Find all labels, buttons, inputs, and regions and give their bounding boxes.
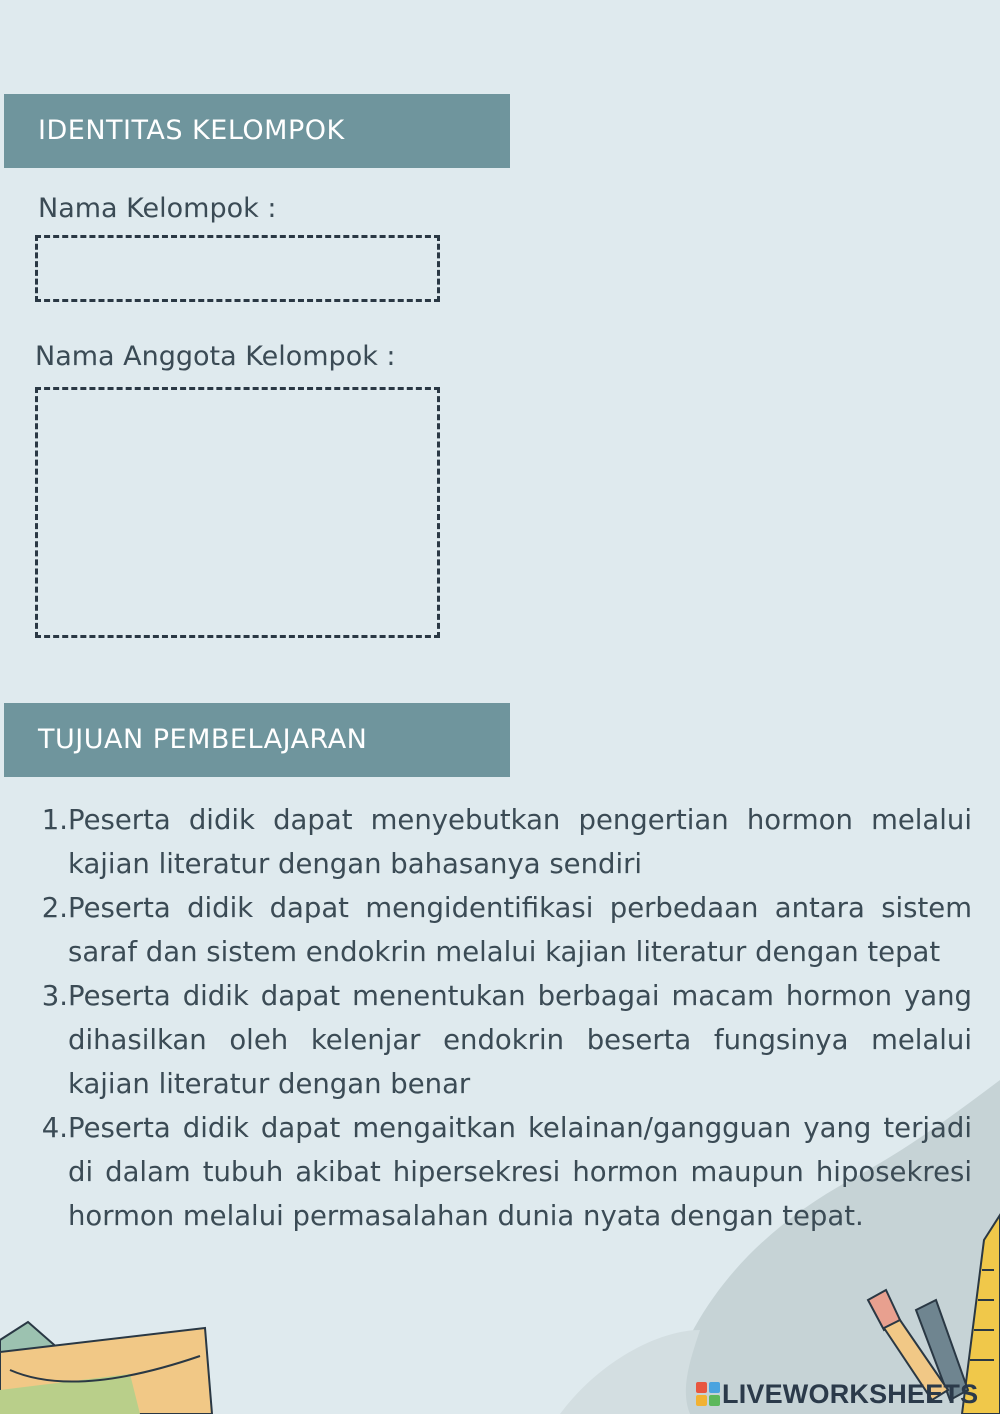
- watermark-text: LIVEWORKSHEETS: [722, 1378, 979, 1409]
- envelope-illustration: [0, 1322, 212, 1414]
- background-blob-light: [560, 1330, 700, 1414]
- objective-text: Peserta didik dapat mengidentifikasi perbedaan antara sistem saraf dan sistem endokrin melalui kajian literatur dengan tepat: [68, 892, 972, 968]
- objective-item: [38, 974, 972, 1106]
- group-name-label: Nama Kelompok :: [38, 193, 277, 224]
- objective-number: 2.: [41, 892, 68, 924]
- objective-item: [38, 1106, 972, 1238]
- objective-text: Peserta didik dapat mengaitkan kelainan/gangguan yang terjadi di dalam tubuh akibat hipersekresi hormon maupun hiposekresi hormon melalui permasalahan dunia nyata dengan tepat.: [68, 1112, 972, 1232]
- members-label: Nama Anggota Kelompok :: [35, 341, 396, 372]
- group-name-input-box[interactable]: [35, 235, 440, 302]
- identity-section-banner: IDENTITAS KELOMPOK: [4, 94, 510, 168]
- liveworksheets-logo-icon: [696, 1382, 720, 1406]
- liveworksheets-watermark: [696, 1376, 978, 1412]
- objective-text: Peserta didik dapat menentukan berbagai macam hormon yang dihasilkan oleh kelenjar endokrin beserta fungsinya melalui kajian literatur dengan benar: [68, 980, 972, 1100]
- objective-number: 1.: [41, 804, 68, 836]
- objective-item: [38, 798, 972, 886]
- members-input-box[interactable]: [35, 387, 440, 638]
- objective-number: 3.: [41, 980, 68, 1012]
- objectives-list: [38, 798, 972, 1238]
- objective-item: [38, 886, 972, 974]
- objective-text: Peserta didik dapat menyebutkan pengertian hormon melalui kajian literatur dengan bahasanya sendiri: [68, 804, 972, 880]
- objectives-section-banner: TUJUAN PEMBELAJARAN: [4, 703, 510, 777]
- objective-number: 4.: [41, 1112, 68, 1144]
